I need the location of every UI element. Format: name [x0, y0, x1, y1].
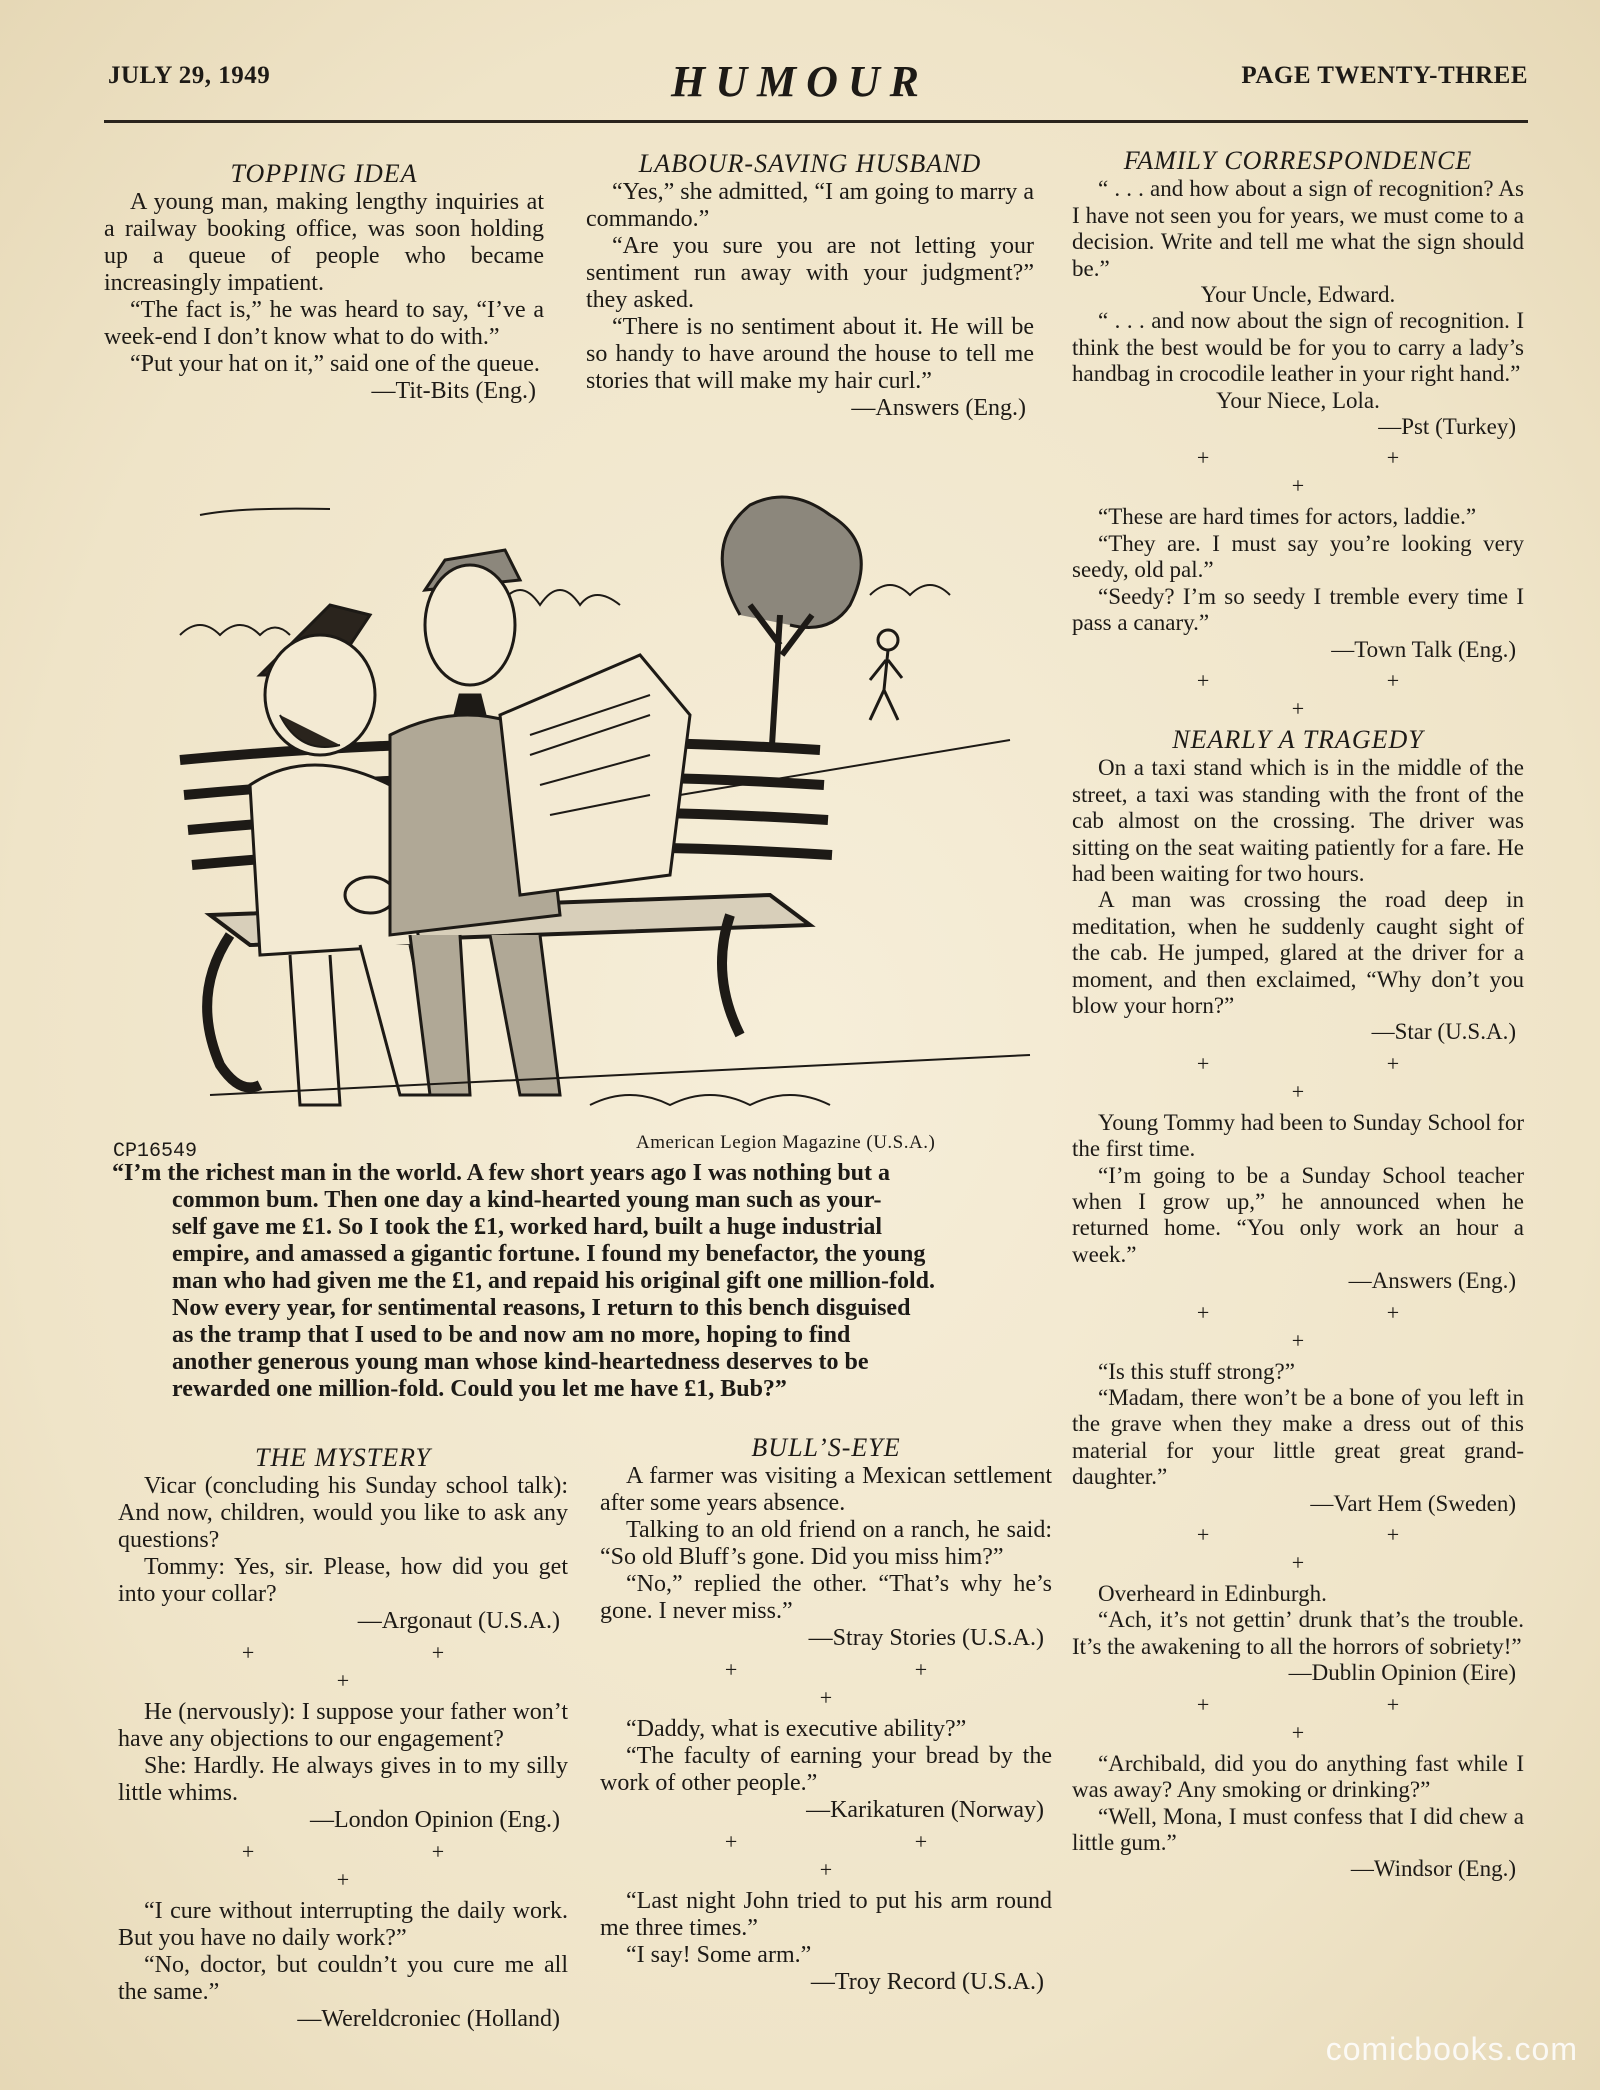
signature: Your Uncle, Edward.	[1200, 282, 1396, 308]
signature: Your Niece, Lola.	[1216, 387, 1380, 413]
paragraph: A farmer was visiting a Mexican settlement after some years absence.	[600, 1463, 1052, 1516]
source-credit: —Vart Hem (Sweden)	[1310, 1490, 1516, 1516]
site-watermark: comicbooks.com	[1325, 2031, 1578, 2067]
paragraph: “I’m going to be a Sunday School teacher when I grow up,” he announced when he returned home. “You only work an hour a week.”	[1072, 1162, 1524, 1267]
paragraph: “ . . . and now about the sign of recognition. I think the best would be for you to carry a lady’s handbag in crocodile leather in your right hand.”	[1072, 308, 1524, 387]
separator: + + +	[1196, 1050, 1486, 1104]
source-credit: —Karikaturen (Norway)	[806, 1797, 1044, 1823]
separator: + + +	[1196, 445, 1486, 499]
source-credit: —Town Talk (Eng.)	[1331, 636, 1516, 662]
caption-line: empire, and amassed a gigantic fortune. I found my benefactor, the young	[172, 1241, 926, 1267]
separator: + + +	[1196, 1691, 1486, 1745]
paragraph: “The fact is,” he was heard to say, “I’ve a week-end I don’t know what to do with.”	[104, 297, 544, 350]
paragraph: “The faculty of earning your bread by the work of other people.”	[600, 1743, 1052, 1796]
paragraph: Young Tommy had been to Sunday School for the first time.	[1072, 1109, 1524, 1162]
paragraph: “Last night John tried to put his arm round me three times.”	[600, 1888, 1052, 1941]
article-title: THE MYSTERY	[255, 1443, 431, 1472]
column-3	[1072, 148, 1524, 1883]
separator: + + +	[1196, 1522, 1486, 1576]
caption-line: self gave me £1. So I took the £1, worked hard, built a huge industrial	[172, 1214, 883, 1240]
article-title: LABOUR-SAVING HUSBAND	[638, 149, 982, 178]
paragraph: “No, doctor, but couldn’t you cure me all the same.”	[118, 1952, 568, 2005]
issue-date: JULY 29, 1949	[108, 62, 271, 89]
source-credit: —Windsor (Eng.)	[1350, 1856, 1516, 1882]
source-credit: —London Opinion (Eng.)	[310, 1807, 560, 1833]
paragraph: She: Hardly. He always gives in to my silly little whims.	[118, 1753, 568, 1806]
article-title: BULL’S-EYE	[751, 1433, 901, 1462]
paragraph: A young man, making lengthy inquiries at a railway booking office, was soon holding up a queue of people who became increasingly impatient.	[104, 189, 544, 296]
source-credit: —Troy Record (U.S.A.)	[810, 1969, 1044, 1995]
section-title: HUMOUR	[670, 57, 930, 106]
source-credit: —Answers (Eng.)	[1348, 1268, 1516, 1294]
paragraph: “Are you sure you are not letting your sentiment run away with your judgment?” they asked.	[586, 233, 1034, 313]
paragraph: “Archibald, did you do anything fast while I was away? Any smoking or drinking?”	[1072, 1750, 1524, 1803]
separator: + + +	[1196, 1299, 1486, 1353]
cartoon-caption	[112, 1160, 1042, 1403]
column-2-top	[586, 150, 1034, 422]
paragraph: “ . . . and how about a sign of recognition? As I have not seen you for years, we must come to a decision. Write and tell me what the sign should be.”	[1072, 176, 1524, 281]
caption-line: common bum. Then one day a kind-hearted young man such as your-	[172, 1187, 882, 1213]
article-title: NEARLY A TRAGEDY	[1172, 724, 1424, 754]
paragraph: Overheard in Edinburgh.	[1098, 1581, 1327, 1607]
source-credit: —Wereldcroniec (Holland)	[297, 2006, 560, 2032]
source-credit: —Answers (Eng.)	[851, 395, 1026, 421]
paragraph: “I cure without interrupting the daily work. But you have no daily work?”	[118, 1898, 568, 1951]
paragraph: “Daddy, what is executive ability?”	[626, 1716, 967, 1742]
page-number: PAGE TWENTY-THREE	[1241, 62, 1528, 89]
paragraph: “These are hard times for actors, laddie.”	[1098, 504, 1477, 530]
paragraph: He (nervously): I suppose your father won’t have any objections to our engagement?	[118, 1699, 568, 1752]
caption-line: Now every year, for sentimental reasons, I return to this bench disguised	[172, 1295, 911, 1321]
source-credit: —Pst (Turkey)	[1378, 414, 1516, 440]
paragraph: On a taxi stand which is in the middle of the street, a taxi was standing with the front of the cab almost on the crossing. The driver was sitting on the seat waiting patiently for a fare. He had been waiting for two hours.	[1072, 755, 1524, 886]
article-title: TOPPING IDEA	[230, 159, 418, 188]
paragraph: “Madam, there won’t be a bone of you left in the grave when they make a dress out of this material for your little great great grand-daughter.”	[1072, 1385, 1524, 1490]
column-2-bottom	[600, 1434, 1052, 1996]
paragraph: Tommy: Yes, sir. Please, how did you get into your collar?	[118, 1554, 568, 1607]
paragraph: “No,” replied the other. “That’s why he’s gone. I never miss.”	[600, 1571, 1052, 1624]
caption-line: another generous young man whose kind-heartedness deserves to be	[172, 1349, 869, 1375]
source-credit: —Stray Stories (U.S.A.)	[808, 1625, 1044, 1651]
separator: + + +	[724, 1657, 1014, 1710]
source-credit: —Dublin Opinion (Eire)	[1288, 1660, 1516, 1686]
caption-line: “I’m the richest man in the world. A few short years ago I was nothing but a	[112, 1160, 891, 1186]
paragraph: Talking to an old friend on a ranch, he said: “So old Bluff’s gone. Did you miss him?”	[600, 1517, 1052, 1570]
caption-line: as the tramp that I used to be and now am no more, hoping to find	[172, 1322, 851, 1348]
paragraph: “Yes,” she admitted, “I am going to marry a commando.”	[586, 179, 1034, 232]
paragraph: “Ach, it’s not gettin’ drunk that’s the trouble. It’s the awakening to all the horrors of sobriety!”	[1072, 1607, 1524, 1659]
paragraph: “Put your hat on it,” said one of the queue.	[130, 351, 540, 377]
source-credit: —Argonaut (U.S.A.)	[357, 1608, 560, 1634]
column-1-top	[104, 160, 544, 405]
column-1-bottom	[118, 1444, 568, 2033]
cartoon-code: CP16549	[113, 1140, 198, 1163]
separator: + + +	[241, 1640, 531, 1693]
source-credit: —Star (U.S.A.)	[1371, 1019, 1516, 1045]
separator: + + +	[241, 1839, 531, 1892]
paragraph: Vicar (concluding his Sunday school talk): And now, children, would you like to ask any questions?	[118, 1473, 568, 1553]
caption-line: man who had given me the £1, and repaid his original gift one million-fold.	[172, 1268, 935, 1294]
paragraph: “Well, Mona, I must confess that I did chew a little gum.”	[1072, 1803, 1524, 1855]
source-credit: —Tit-Bits (Eng.)	[371, 378, 536, 404]
header-rule	[104, 120, 1528, 123]
article-title: FAMILY CORRESPONDENCE	[1123, 146, 1473, 175]
cartoon-illustration	[170, 495, 1050, 1135]
paragraph: “Seedy? I’m so seedy I tremble every time I pass a canary.”	[1072, 583, 1524, 636]
paragraph: “Is this stuff strong?”	[1098, 1358, 1295, 1384]
paragraph: A man was crossing the road deep in meditation, when he suddenly caught sight of the cab. He jumped, glared at the driver for a moment, and then exclaimed, “Why don’t you blow your horn?”	[1072, 887, 1524, 1018]
separator: + + +	[724, 1829, 1014, 1882]
paragraph: “I say! Some arm.”	[626, 1942, 812, 1968]
paragraph: “They are. I must say you’re looking very seedy, old pal.”	[1072, 530, 1524, 583]
caption-line: rewarded one million-fold. Could you let me have £1, Bub?”	[172, 1376, 787, 1402]
separator: + + +	[1196, 667, 1486, 721]
paragraph: “There is no sentiment about it. He will be so handy to have around the house to tell me stories that will make my hair curl.”	[586, 314, 1034, 394]
cartoon-credit: American Legion Magazine (U.S.A.)	[636, 1132, 936, 1153]
